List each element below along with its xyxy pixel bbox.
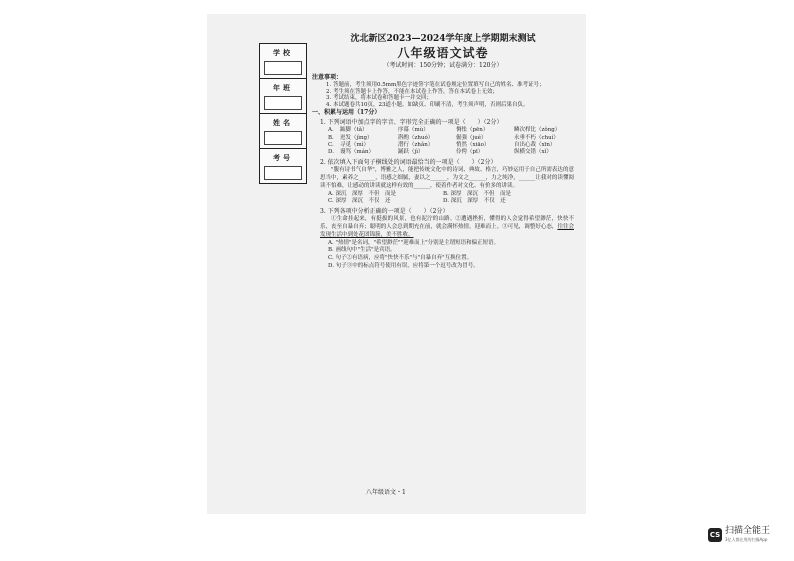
option-row: [328, 127, 574, 134]
note-item: 4. 本试题卷共10页，23道小题。如缺页、印刷不清，考生须声明，否则后果自负。: [326, 101, 529, 108]
question-2-passage: "腹有诗书气自华"，博雅之人，能把传统文化中的诗词、典故、格言，巧妙运用于自己所需表达的意思当中，素养之______，语感之细腻，妻以之______，为文之______，力之纯净，______让我对的读懂阅读不怕难，让感动的讲读就这样有效的______，使着作者对文化、有价多的讲读。: [320, 166, 574, 189]
choice-c: C. 句子②有语病，应将"快快不乐"与"自暴自弃"互换位置。: [328, 255, 473, 262]
name-blank: [264, 131, 302, 145]
watermark-text: [725, 527, 770, 543]
student-info-row: [260, 79, 306, 114]
underlined-sentence: 往往会发现生活中到处花团锦簇，美不胜收。: [320, 223, 574, 238]
option-word: 寻觅（mì）: [340, 141, 369, 148]
school-blank: [264, 61, 302, 75]
student-info-row: [260, 149, 306, 183]
choice-row: [312, 198, 574, 206]
field-label-school: 学校: [273, 48, 293, 57]
option-word: 踊跃（jì）: [398, 149, 424, 156]
option-word: 斟酌（zhuó）: [398, 134, 434, 141]
exam-number-blank: [264, 166, 302, 180]
passage-text: ①生命挂起来，有挺拔的风景，也有泥泞的山路。②遭遇挫折，懂得的人会觉得希望渺茫，快快不乐，丧至自暴自弃；聪明的人会总到期充在前，就会满怀热情，迎难而上。③可见，调整好心态，: [320, 215, 574, 230]
option-word: 迸发（jìng）: [340, 134, 373, 141]
option-word: 伶俜（pī）: [456, 149, 484, 156]
option-word: 谩骂（mán）: [340, 149, 375, 156]
exam-info: （考试时间：150分钟；试卷满分：120分）: [383, 62, 503, 70]
watermark-subtitle: 3亿人都在用的扫描App: [725, 537, 768, 542]
option-letter: A.: [328, 127, 334, 134]
field-label-class: 年班: [273, 83, 293, 92]
choice-a: A. "热情"是名词，"希望渺茫""迎难而上"分别是主谓短语和偏正短语。: [328, 239, 500, 246]
student-info-row: [260, 44, 306, 79]
option-word: 鳞次栉比（zǒng）: [514, 127, 561, 134]
choice-c: C. 深厚 深沉 不仅 还: [328, 198, 391, 205]
field-label-exam-number: 考号: [273, 153, 293, 162]
option-letter: C.: [328, 141, 334, 148]
exam-main-title: 八年级语文试卷: [397, 46, 489, 61]
notes-heading: 注意事项：: [312, 74, 343, 82]
note-item: 3. 考试结束，将本试卷和答题卡一并交回；: [326, 95, 432, 102]
option-letter: D.: [328, 149, 334, 156]
option-word: 纵横交错（xǐ）: [514, 149, 552, 156]
option-row: [328, 135, 574, 142]
watermark-app-name: 扫描全能王: [725, 526, 771, 536]
option-word: 潜行（zhǎn）: [398, 141, 434, 148]
option-word: 倔强（jué）: [456, 134, 487, 141]
question-3-stem: 3. 下列各项中分析正确的一项是（ ）（2分）: [320, 207, 449, 215]
option-letter: B.: [328, 134, 334, 141]
student-info-table: [259, 43, 307, 184]
choice-d: D. 深沉 深厚 不仅 还: [443, 198, 506, 205]
choice-a: A. 深沉 深厚 不但 而是: [328, 190, 396, 197]
section-heading: 一、积累与运用（17分）: [312, 109, 381, 117]
note-item: 2. 考生须在答题卡上作答，不能在本试卷上作答，答在本试卷上无效；: [326, 88, 498, 95]
option-word: 自出心裁（xīn）: [514, 141, 556, 148]
option-word: 序幕（mù）: [398, 127, 429, 134]
class-blank: [264, 96, 302, 110]
option-row: [328, 149, 574, 156]
field-label-name: 姓名: [273, 118, 293, 127]
question-3-passage: [312, 216, 574, 240]
option-word: 踮脚（tǎ）: [340, 127, 368, 134]
scanner-watermark: [708, 527, 770, 543]
exam-content: [312, 34, 574, 270]
question-1-options: [312, 127, 574, 157]
student-info-row: [260, 114, 306, 149]
exam-top-title: 沈北新区2023—2024学年度上学期期末测试: [350, 34, 536, 44]
note-item: 1. 答题前，考生须用0.5mm黑色字迹签字笔在试卷规定位置填写自己的姓名、准考证号；: [326, 81, 545, 88]
option-word: 悄然（xiāo）: [456, 141, 490, 148]
question-2-stem: 2. 依次填入下面句子横线处的词语最恰当的一项是（ ）（2分）: [320, 158, 497, 166]
choice-b: B. 深厚 深沉 不但 而是: [443, 190, 512, 197]
question-1-stem: 1. 下列词语中加点字的字音、字形完全正确的一项是（ ）（2分）: [320, 119, 503, 127]
page-footer: 八年级语文・1: [366, 489, 406, 496]
camscanner-logo-icon: CS: [708, 528, 722, 542]
option-word: 惆怅（pēn）: [456, 127, 489, 134]
option-word: 永垂不朽（chuí）: [514, 134, 559, 141]
choice-b: B. 画线句中"生活"是宾语。: [328, 247, 396, 254]
choice-d: D. 句子③中的标点符号使用有误，应将第一个逗号改为冒号。: [328, 262, 479, 269]
